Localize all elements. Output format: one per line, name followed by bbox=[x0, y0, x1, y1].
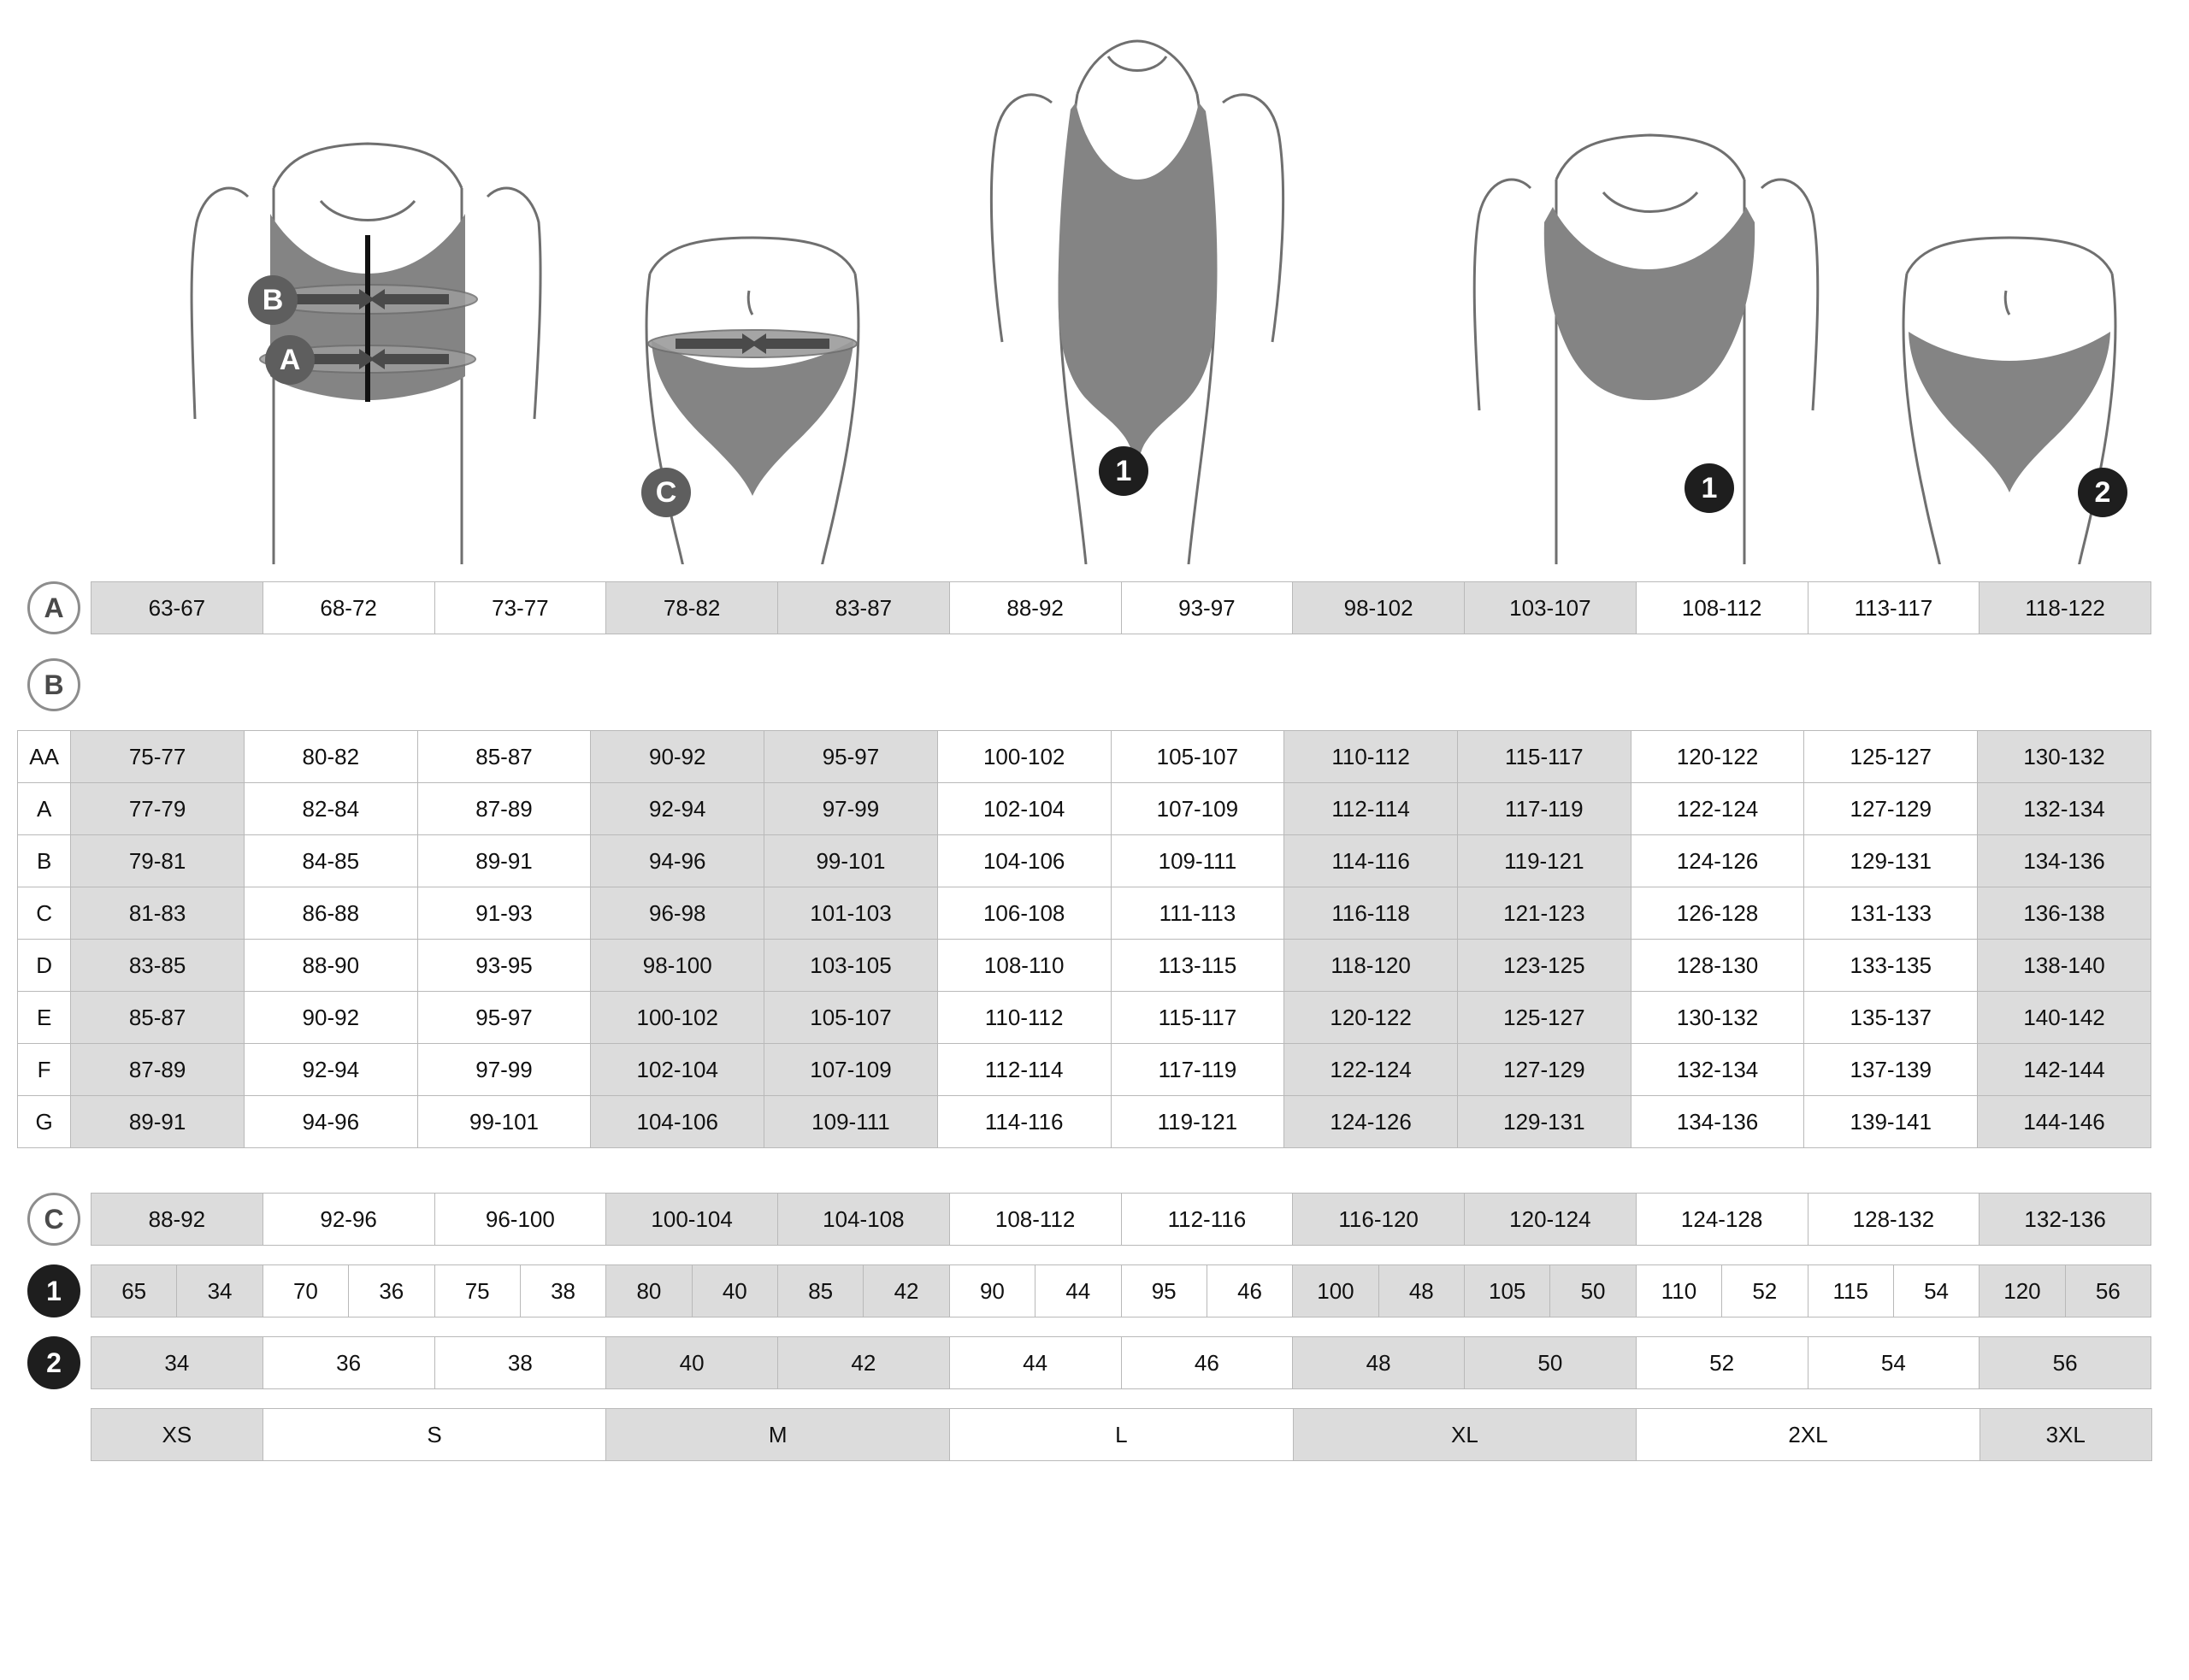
cell: 40 bbox=[692, 1265, 777, 1317]
cell: 120-124 bbox=[1465, 1194, 1637, 1246]
letter-size-row bbox=[0, 1408, 2189, 1461]
table-row bbox=[18, 835, 2151, 887]
cell: 110-112 bbox=[1284, 731, 1458, 783]
row-label-A-circle: A bbox=[27, 581, 80, 634]
bra-size-row bbox=[0, 1264, 2189, 1317]
cell: 68-72 bbox=[263, 582, 434, 634]
cell: 54 bbox=[1808, 1337, 1980, 1389]
cell: 114-116 bbox=[937, 1096, 1111, 1148]
cell: 46 bbox=[1207, 1265, 1292, 1317]
cell: 110 bbox=[1636, 1265, 1721, 1317]
cell: 117-119 bbox=[1457, 783, 1631, 835]
cell: 70 bbox=[263, 1265, 348, 1317]
swimsuit-shape bbox=[1059, 103, 1218, 479]
cup-label: A bbox=[18, 783, 71, 835]
cell: 44 bbox=[1035, 1265, 1121, 1317]
figure-bust-measure bbox=[103, 17, 547, 564]
cell: XL bbox=[1293, 1409, 1637, 1461]
cell: 107-109 bbox=[1111, 783, 1284, 835]
cell: 104-108 bbox=[778, 1194, 950, 1246]
table-row bbox=[91, 1337, 2151, 1389]
cell: 103-107 bbox=[1465, 582, 1637, 634]
cup-label: C bbox=[18, 887, 71, 940]
row-label-B bbox=[17, 658, 91, 711]
cell: 139-141 bbox=[1804, 1096, 1978, 1148]
figure-briefs bbox=[1873, 17, 2163, 564]
cell: 94-96 bbox=[591, 835, 764, 887]
cell: 100-102 bbox=[937, 731, 1111, 783]
cell: 56 bbox=[1980, 1337, 2151, 1389]
cell: 85 bbox=[778, 1265, 864, 1317]
cup-label: AA bbox=[18, 731, 71, 783]
cell: 92-96 bbox=[263, 1194, 434, 1246]
cell: 63-67 bbox=[91, 582, 263, 634]
cell: 129-131 bbox=[1457, 1096, 1631, 1148]
cell: 46 bbox=[1121, 1337, 1293, 1389]
cell: 140-142 bbox=[1978, 992, 2151, 1044]
badge-B: B bbox=[248, 275, 298, 325]
cell: 56 bbox=[2065, 1265, 2151, 1317]
cell: 93-97 bbox=[1121, 582, 1293, 634]
cell: 87-89 bbox=[417, 783, 591, 835]
underbust-table bbox=[91, 581, 2151, 634]
cell: 123-125 bbox=[1457, 940, 1631, 992]
cell: 116-120 bbox=[1293, 1194, 1465, 1246]
cell: 79-81 bbox=[71, 835, 245, 887]
cell: 118-120 bbox=[1284, 940, 1458, 992]
cell: 125-127 bbox=[1457, 992, 1631, 1044]
cell: 124-126 bbox=[1284, 1096, 1458, 1148]
cell: 115 bbox=[1808, 1265, 1893, 1317]
cell: 94-96 bbox=[244, 1096, 417, 1148]
cell: 90-92 bbox=[591, 731, 764, 783]
table-row bbox=[18, 940, 2151, 992]
cell: 52 bbox=[1722, 1265, 1808, 1317]
cell: 107-109 bbox=[764, 1044, 938, 1096]
cell: 75 bbox=[434, 1265, 520, 1317]
cell: 144-146 bbox=[1978, 1096, 2151, 1148]
cell: 85-87 bbox=[71, 992, 245, 1044]
cell: 103-105 bbox=[764, 940, 938, 992]
cell: 48 bbox=[1378, 1265, 1464, 1317]
cup-label: F bbox=[18, 1044, 71, 1096]
figure-hips-measure bbox=[590, 17, 915, 564]
cell: 128-130 bbox=[1631, 940, 1804, 992]
cell: 110-112 bbox=[937, 992, 1111, 1044]
cell: 88-92 bbox=[91, 1194, 263, 1246]
table-row bbox=[18, 783, 2151, 835]
cell: 120-122 bbox=[1631, 731, 1804, 783]
cell: 102-104 bbox=[591, 1044, 764, 1096]
cell: 90 bbox=[949, 1265, 1035, 1317]
cell: 122-124 bbox=[1631, 783, 1804, 835]
badge-A: A bbox=[265, 335, 315, 385]
cell: 100-104 bbox=[606, 1194, 778, 1246]
cell: 120 bbox=[1980, 1265, 2065, 1317]
badge-C: C bbox=[641, 468, 691, 517]
cup-label: G bbox=[18, 1096, 71, 1148]
cell: 125-127 bbox=[1804, 731, 1978, 783]
cell: 105-107 bbox=[764, 992, 938, 1044]
cell: 118-122 bbox=[1980, 582, 2151, 634]
cell: 121-123 bbox=[1457, 887, 1631, 940]
row-label-2-circle: 2 bbox=[27, 1336, 80, 1389]
table-row bbox=[18, 1044, 2151, 1096]
cell: 122-124 bbox=[1284, 1044, 1458, 1096]
cell: 115-117 bbox=[1457, 731, 1631, 783]
cell: 134-136 bbox=[1631, 1096, 1804, 1148]
cell: 113-117 bbox=[1808, 582, 1980, 634]
cell: 78-82 bbox=[606, 582, 778, 634]
cell: 40 bbox=[606, 1337, 778, 1389]
numeric-size-row bbox=[0, 1336, 2189, 1389]
table-row bbox=[18, 992, 2151, 1044]
cell: 105 bbox=[1465, 1265, 1550, 1317]
cup-label: E bbox=[18, 992, 71, 1044]
figure-swimsuit bbox=[949, 0, 1325, 564]
cell: 87-89 bbox=[71, 1044, 245, 1096]
cell: 142-144 bbox=[1978, 1044, 2151, 1096]
cell: 65 bbox=[91, 1265, 177, 1317]
cell: 99-101 bbox=[764, 835, 938, 887]
cell: 120-122 bbox=[1284, 992, 1458, 1044]
figure-bra bbox=[1402, 17, 1830, 564]
cell: 113-115 bbox=[1111, 940, 1284, 992]
cell: 109-111 bbox=[764, 1096, 938, 1148]
cell: 34 bbox=[91, 1337, 263, 1389]
cell: 89-91 bbox=[417, 835, 591, 887]
bust-row-label bbox=[0, 658, 2189, 711]
cell: 34 bbox=[177, 1265, 263, 1317]
cell: 132-134 bbox=[1978, 783, 2151, 835]
cell: 92-94 bbox=[244, 1044, 417, 1096]
cell: 130-132 bbox=[1978, 731, 2151, 783]
cell: 95-97 bbox=[764, 731, 938, 783]
bra-shape-2 bbox=[1544, 207, 1755, 400]
cell: 134-136 bbox=[1978, 835, 2151, 887]
cell: 124-126 bbox=[1631, 835, 1804, 887]
cell: 82-84 bbox=[244, 783, 417, 835]
cell: 90-92 bbox=[244, 992, 417, 1044]
cell: 112-114 bbox=[937, 1044, 1111, 1096]
cell: 126-128 bbox=[1631, 887, 1804, 940]
cell: L bbox=[950, 1409, 1294, 1461]
cell: 85-87 bbox=[417, 731, 591, 783]
cell: 115-117 bbox=[1111, 992, 1284, 1044]
table-row bbox=[91, 582, 2151, 634]
cell: 36 bbox=[349, 1265, 434, 1317]
cell: 129-131 bbox=[1804, 835, 1978, 887]
cell: 136-138 bbox=[1978, 887, 2151, 940]
cell: 124-128 bbox=[1636, 1194, 1808, 1246]
cell: 104-106 bbox=[937, 835, 1111, 887]
cell: M bbox=[606, 1409, 950, 1461]
cell: 137-139 bbox=[1804, 1044, 1978, 1096]
cell: 38 bbox=[520, 1265, 605, 1317]
row-label-A bbox=[17, 581, 91, 634]
row-label-C-circle: C bbox=[27, 1193, 80, 1246]
cell: 42 bbox=[864, 1265, 949, 1317]
table-row bbox=[18, 731, 2151, 783]
cell: 86-88 bbox=[244, 887, 417, 940]
cell: 97-99 bbox=[417, 1044, 591, 1096]
cell: 89-91 bbox=[71, 1096, 245, 1148]
cell: 99-101 bbox=[417, 1096, 591, 1148]
cell: 54 bbox=[1893, 1265, 1979, 1317]
cell: 83-87 bbox=[778, 582, 950, 634]
cell: 38 bbox=[434, 1337, 606, 1389]
cell: 135-137 bbox=[1804, 992, 1978, 1044]
cell: 88-90 bbox=[244, 940, 417, 992]
table-row bbox=[18, 887, 2151, 940]
cell: 50 bbox=[1465, 1337, 1637, 1389]
bra-size-table bbox=[91, 1264, 2151, 1317]
cell: 48 bbox=[1293, 1337, 1465, 1389]
cell: 91-93 bbox=[417, 887, 591, 940]
cell: 95-97 bbox=[417, 992, 591, 1044]
hips-row bbox=[0, 1193, 2189, 1246]
cell: 36 bbox=[263, 1337, 434, 1389]
cell: 130-132 bbox=[1631, 992, 1804, 1044]
cell: 128-132 bbox=[1808, 1194, 1980, 1246]
cell: 112-114 bbox=[1284, 783, 1458, 835]
cell: 132-136 bbox=[1980, 1194, 2151, 1246]
cell: 52 bbox=[1636, 1337, 1808, 1389]
cell: 116-118 bbox=[1284, 887, 1458, 940]
cell: 95 bbox=[1121, 1265, 1207, 1317]
cell: 133-135 bbox=[1804, 940, 1978, 992]
cell: 119-121 bbox=[1111, 1096, 1284, 1148]
cell: 92-94 bbox=[591, 783, 764, 835]
cell: 127-129 bbox=[1804, 783, 1978, 835]
cell: 98-100 bbox=[591, 940, 764, 992]
table-row bbox=[91, 1194, 2151, 1246]
cell: 73-77 bbox=[434, 582, 606, 634]
illustration-band bbox=[0, 0, 2189, 564]
cell: 96-100 bbox=[434, 1194, 606, 1246]
cell: 2XL bbox=[1637, 1409, 1980, 1461]
cell: 75-77 bbox=[71, 731, 245, 783]
bust-table bbox=[17, 730, 2151, 1148]
row-label-1 bbox=[17, 1264, 91, 1317]
cell: 42 bbox=[778, 1337, 950, 1389]
cell: 117-119 bbox=[1111, 1044, 1284, 1096]
bust-table-block bbox=[0, 730, 2189, 1148]
cell: 114-116 bbox=[1284, 835, 1458, 887]
badge-2-briefs: 2 bbox=[2078, 468, 2127, 517]
briefs-shape-2 bbox=[1909, 332, 2110, 492]
row-label-1-circle: 1 bbox=[27, 1264, 80, 1317]
cell: 100-102 bbox=[591, 992, 764, 1044]
cell: 96-98 bbox=[591, 887, 764, 940]
cell: 112-116 bbox=[1121, 1194, 1293, 1246]
badge-1-bra: 1 bbox=[1685, 463, 1734, 513]
cell: 111-113 bbox=[1111, 887, 1284, 940]
hips-table bbox=[91, 1193, 2151, 1246]
table-row bbox=[91, 1265, 2151, 1317]
cell: 93-95 bbox=[417, 940, 591, 992]
cell: 83-85 bbox=[71, 940, 245, 992]
cell: 127-129 bbox=[1457, 1044, 1631, 1096]
cell: 98-102 bbox=[1293, 582, 1465, 634]
cell: 44 bbox=[949, 1337, 1121, 1389]
cell: 80-82 bbox=[244, 731, 417, 783]
cell: 108-112 bbox=[1636, 582, 1808, 634]
cell: 131-133 bbox=[1804, 887, 1978, 940]
cell: 97-99 bbox=[764, 783, 938, 835]
table-row bbox=[18, 1096, 2151, 1148]
cell: 106-108 bbox=[937, 887, 1111, 940]
cell: 77-79 bbox=[71, 783, 245, 835]
cell: 81-83 bbox=[71, 887, 245, 940]
table-row bbox=[91, 1409, 2152, 1461]
numeric-size-table bbox=[91, 1336, 2151, 1389]
cell: S bbox=[263, 1409, 606, 1461]
cell: 109-111 bbox=[1111, 835, 1284, 887]
cell: 119-121 bbox=[1457, 835, 1631, 887]
cell: 104-106 bbox=[591, 1096, 764, 1148]
row-label-B-circle: B bbox=[27, 658, 80, 711]
badge-1-swimsuit: 1 bbox=[1099, 446, 1148, 496]
underbust-row bbox=[0, 581, 2189, 634]
cell: 50 bbox=[1550, 1265, 1636, 1317]
cell: 132-134 bbox=[1631, 1044, 1804, 1096]
cell: 100 bbox=[1293, 1265, 1378, 1317]
cell: 3XL bbox=[1980, 1409, 2151, 1461]
row-label-C bbox=[17, 1193, 91, 1246]
cell: 101-103 bbox=[764, 887, 938, 940]
cell: 108-112 bbox=[949, 1194, 1121, 1246]
cell: 138-140 bbox=[1978, 940, 2151, 992]
cell: XS bbox=[91, 1409, 263, 1461]
cell: 80 bbox=[606, 1265, 692, 1317]
cell: 88-92 bbox=[949, 582, 1121, 634]
cell: 108-110 bbox=[937, 940, 1111, 992]
cup-label: D bbox=[18, 940, 71, 992]
row-label-2 bbox=[17, 1336, 91, 1389]
cell: 102-104 bbox=[937, 783, 1111, 835]
cell: 84-85 bbox=[244, 835, 417, 887]
letter-size-table bbox=[91, 1408, 2152, 1461]
cell: 105-107 bbox=[1111, 731, 1284, 783]
cup-label: B bbox=[18, 835, 71, 887]
